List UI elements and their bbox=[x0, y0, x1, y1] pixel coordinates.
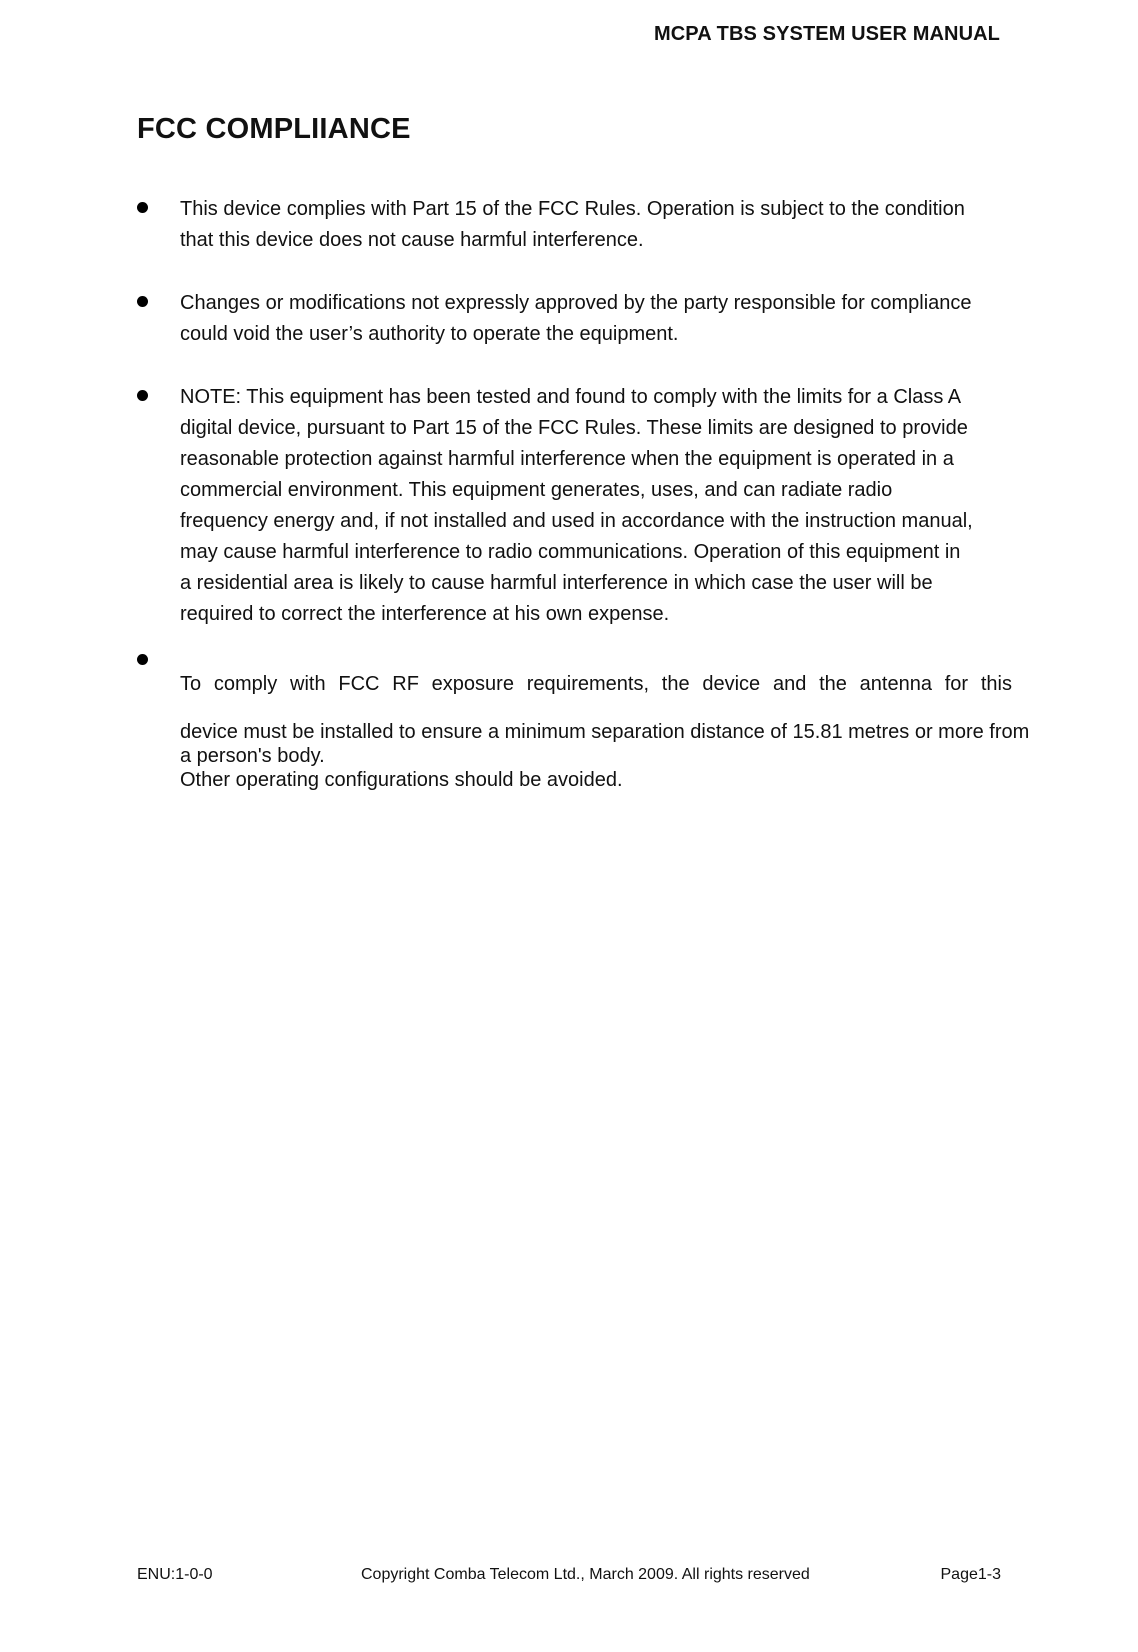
list-item bbox=[137, 648, 1077, 816]
bullet-dot-icon bbox=[137, 654, 148, 665]
page-title: FCC COMPLIIANCE bbox=[137, 113, 411, 145]
bullet-text: NOTE: This equipment has been tested and found to comply with the limits for a Class A digital device, pursuant to Part 15 of the FCC Rules. These limits are designed to provide reasonable protection against harmful interference when the equipment is operated in a commercial environment. This equipment generates, uses, and can radiate radio frequency energy and, if not installed and used in accordance with the instruction manual, may cause harmful interference to radio communications. Operation of this equipment in a residential area is likely to cause harmful interference in which case the user will be required to correct the interference at his own expense. bbox=[180, 386, 973, 625]
bullet-text: Changes or modifications not expressly approved by the party responsible for compliance could void the user’s authority to operate the equipment. bbox=[180, 292, 972, 345]
bullet-text: This device complies with Part 15 of the FCC Rules. Operation is subject to the condition that this device does not cause harmful interference. bbox=[180, 198, 965, 251]
footer-page-number: Page1-3 bbox=[940, 1566, 1001, 1583]
bullet-dot-icon bbox=[137, 390, 148, 401]
list-item bbox=[137, 288, 1077, 350]
list-item bbox=[137, 382, 1077, 630]
page-footer bbox=[137, 1566, 1001, 1590]
bullet-text-first-line: To comply with FCC RF exposure requirements, the device and the antenna for this bbox=[180, 673, 1012, 695]
running-header: MCPA TBS SYSTEM USER MANUAL bbox=[653, 23, 1000, 45]
bullet-text bbox=[180, 648, 1077, 816]
bullet-dot-icon bbox=[137, 202, 148, 213]
list-item bbox=[137, 194, 1077, 256]
bullet-text-rest: device must be installed to ensure a minimum separation distance of 15.81 metres or more from a person's body. Other operating configurations should be avoided. bbox=[180, 721, 1030, 791]
footer-doc-code: ENU:1-0-0 bbox=[137, 1566, 213, 1583]
compliance-list bbox=[137, 194, 1077, 816]
footer-copyright: Copyright Comba Telecom Ltd., March 2009. All rights reserved bbox=[361, 1566, 810, 1583]
bullet-dot-icon bbox=[137, 296, 148, 307]
